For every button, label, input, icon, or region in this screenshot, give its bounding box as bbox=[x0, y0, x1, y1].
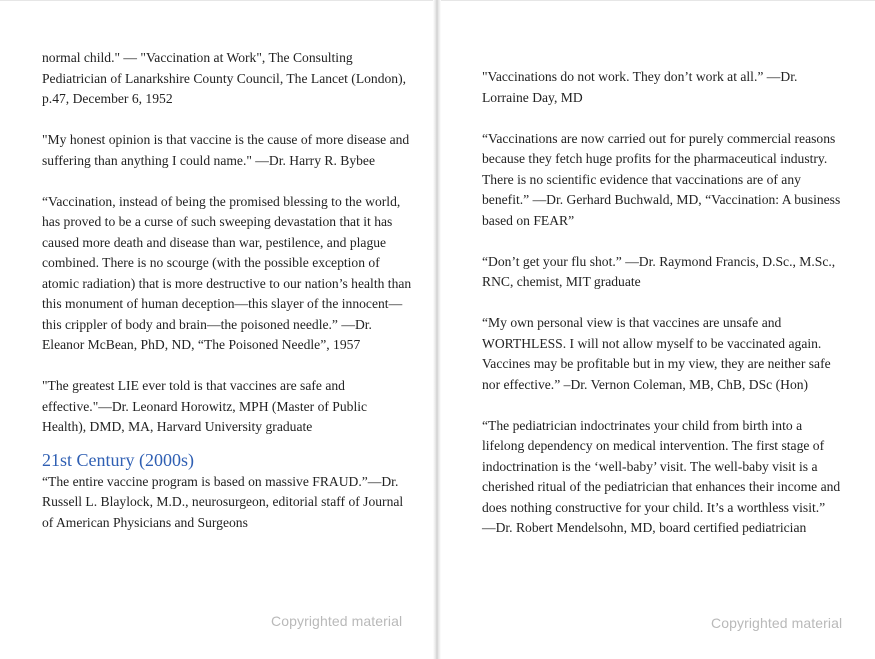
right-page-text bbox=[482, 67, 842, 539]
quote-paragraph: “The pediatrician indoctrinates your child from birth into a lifelong dependency on medical intervention. The first stage of indoctrination is the ‘well-baby’ visit. The well-baby visit is a cherished ritual of the pediatrician that enhances their income and does nothing constructive for your child. It’s a worthless visit.” —Dr. Robert Mendelsohn, MD, board certified pediatrician bbox=[482, 417, 841, 535]
quote-paragraph: "My honest opinion is that vaccine is the cause of more disease and suffering than anything I could name." —Dr. Harry R. Bybee bbox=[42, 132, 410, 168]
quote-paragraph: “The entire vaccine program is based on massive FRAUD.”—Dr. Russell L. Blaylock, M.D., neurosurgeon, editorial staff of Journal of American Physicians and Surgeons bbox=[42, 473, 404, 530]
quote-paragraph: normal child." — "Vaccination at Work", The Consulting Pediatrician of Lanarkshire County Council, The Lancet (London), p.47, December 6, 1952 bbox=[42, 50, 407, 106]
page-gutter bbox=[433, 0, 441, 659]
left-page-text bbox=[42, 48, 412, 533]
copyright-watermark: Copyrighted material bbox=[711, 615, 843, 631]
section-heading: 21st Century (2000s) bbox=[42, 449, 194, 470]
quote-paragraph: “Vaccinations are now carried out for purely commercial reasons because they fetch huge profits for the pharmaceutical industry. There is no scientific evidence that vaccinations are of any benefit.” —Dr. Gerhard Buchwald, MD, “Vaccination: A business based on FEAR” bbox=[482, 130, 841, 228]
left-page[interactable] bbox=[0, 1, 435, 659]
quote-paragraph: "The greatest LIE ever told is that vaccines are safe and effective."—Dr. Leonard Horowitz, MPH (Master of Public Health), DMD, MA, Harvard University graduate bbox=[42, 378, 368, 434]
quote-paragraph: “My own personal view is that vaccines are unsafe and WORTHLESS. I will not allow myself to be vaccinated again. Vaccines may be profitable but in my view, they are neither safe nor effective.” –Dr. Vernon Coleman, MB, ChB, DSc (Hon) bbox=[482, 315, 831, 392]
quote-paragraph: “Vaccination, instead of being the promised blessing to the world, has proved to be a curse of such sweeping devastation that it has caused more death and disease than war, pestilence, and plague combined. There is no scourge (with the possible exception of atomic radiation) that is more destructive to our nation’s health than this monument of human deception—this slayer of the innocent—this crippler of body and brain—the poisoned needle.” —Dr. Eleanor McBean, PhD, ND, “The Poisoned Needle”, 1957 bbox=[42, 193, 412, 352]
copyright-watermark: Copyrighted material bbox=[271, 613, 403, 629]
quote-paragraph: "Vaccinations do not work. They don’t work at all.” —Dr. Lorraine Day, MD bbox=[482, 69, 798, 105]
quote-paragraph: “Don’t get your flu shot.” —Dr. Raymond Francis, D.Sc., M.Sc., RNC, chemist, MIT graduate bbox=[482, 253, 836, 289]
